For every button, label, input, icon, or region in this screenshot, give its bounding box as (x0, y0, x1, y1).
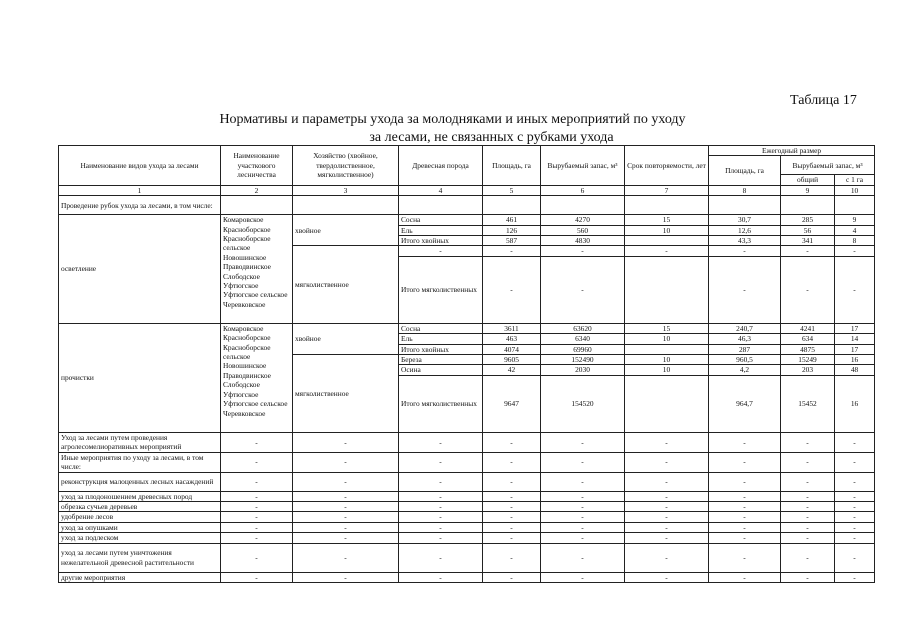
table-row (59, 522, 875, 532)
value-cell: - (709, 472, 781, 491)
value-cell: - (399, 512, 483, 522)
value-cell: - (483, 512, 541, 522)
annual-total-cell: - (781, 246, 835, 256)
header-cell: Срок повторяемости, лет (625, 146, 709, 186)
period-cell: 10 (625, 365, 709, 375)
period-cell: 10 (625, 355, 709, 365)
volume-cell: - (541, 246, 625, 256)
value-cell: - (541, 522, 625, 532)
annual-total-cell: 15249 (781, 355, 835, 365)
period-cell: 10 (625, 225, 709, 235)
measure-name-cell: Уход за лесами путем проведения агролесомелиоративных мероприятий (59, 432, 221, 452)
value-cell: - (483, 472, 541, 491)
value-cell: - (835, 452, 875, 472)
annual-area-cell: 964,7 (709, 375, 781, 432)
value-cell: - (399, 472, 483, 491)
value-cell: - (625, 432, 709, 452)
value-cell: - (541, 543, 625, 572)
annual-per-ha-cell: 4 (835, 225, 875, 235)
header-cell: Вырубаемый запас, м³ (541, 146, 625, 186)
table-row (59, 501, 875, 511)
value-cell: - (781, 472, 835, 491)
species-cell: Итого хвойных (399, 236, 483, 246)
period-cell: - (625, 246, 709, 256)
measure-name-cell: уход за подлеском (59, 533, 221, 543)
species-cell: Ель (399, 225, 483, 235)
column-number: 7 (625, 185, 709, 195)
area-cell: 9647 (483, 375, 541, 432)
annual-total-cell: 4875 (781, 344, 835, 354)
species-cell: Итого мягколиственных (399, 375, 483, 432)
header-cell: Древесная порода (399, 146, 483, 186)
period-cell (625, 375, 709, 432)
volume-cell: 154520 (541, 375, 625, 432)
value-cell: - (835, 543, 875, 572)
value-cell: - (221, 533, 293, 543)
area-cell: 3611 (483, 323, 541, 333)
value-cell: - (541, 572, 625, 582)
value-cell: - (399, 432, 483, 452)
header-cell: Площадь, га (483, 146, 541, 186)
value-cell: - (399, 572, 483, 582)
value-cell: - (625, 512, 709, 522)
column-number: 4 (399, 185, 483, 195)
header-cell: Наименование видов ухода за лесами (59, 146, 221, 186)
value-cell: - (293, 522, 399, 532)
value-cell: - (709, 572, 781, 582)
volume-cell: 6340 (541, 334, 625, 344)
column-number: 5 (483, 185, 541, 195)
value-cell: - (541, 501, 625, 511)
value-cell: - (221, 572, 293, 582)
period-cell: 15 (625, 323, 709, 333)
value-cell: - (293, 572, 399, 582)
value-cell: - (483, 543, 541, 572)
value-cell: - (221, 472, 293, 491)
value-cell: - (293, 543, 399, 572)
annual-area-cell: - (709, 256, 781, 323)
area-cell: 126 (483, 225, 541, 235)
value-cell: - (483, 501, 541, 511)
value-cell: - (221, 522, 293, 532)
forestry-cell: Комаровское Красноборское Красноборское сельское Новошинское Праводвинское Слободское Уфтюгское Уфтюгское сельское Черевковское (221, 323, 293, 432)
value-cell: - (483, 572, 541, 582)
annual-per-ha-cell: - (835, 256, 875, 323)
value-cell: - (221, 491, 293, 501)
species-cell: - (399, 246, 483, 256)
value-cell: - (709, 501, 781, 511)
species-cell: Ель (399, 334, 483, 344)
value-cell: - (483, 533, 541, 543)
management-cell: хвойное (293, 323, 399, 354)
value-cell: - (781, 452, 835, 472)
annual-area-cell: 46,3 (709, 334, 781, 344)
annual-total-cell: 341 (781, 236, 835, 246)
management-cell: мягколиственное (293, 246, 399, 323)
annual-area-cell: - (709, 246, 781, 256)
value-cell: - (221, 432, 293, 452)
measure-name-cell: обрезка сучьев деревьев (59, 501, 221, 511)
value-cell: - (625, 491, 709, 501)
value-cell: - (781, 533, 835, 543)
value-cell: - (709, 533, 781, 543)
annual-per-ha-cell: 17 (835, 344, 875, 354)
value-cell: - (483, 491, 541, 501)
value-cell: - (541, 512, 625, 522)
value-cell: - (293, 501, 399, 511)
value-cell: - (835, 491, 875, 501)
volume-cell: 152490 (541, 355, 625, 365)
value-cell: - (781, 432, 835, 452)
value-cell: - (541, 533, 625, 543)
value-cell: - (221, 501, 293, 511)
measure-name-cell: уход за опушками (59, 522, 221, 532)
column-number: 3 (293, 185, 399, 195)
species-cell: Сосна (399, 323, 483, 333)
annual-total-cell: 634 (781, 334, 835, 344)
volume-cell: 63620 (541, 323, 625, 333)
care-type-cell: осветление (59, 215, 221, 324)
species-cell: Береза (399, 355, 483, 365)
table-row (59, 472, 875, 491)
value-cell: - (709, 522, 781, 532)
volume-cell: 560 (541, 225, 625, 235)
value-cell: - (781, 572, 835, 582)
annual-area-cell: 43,3 (709, 236, 781, 246)
annual-area-cell: 30,7 (709, 215, 781, 225)
value-cell: - (399, 452, 483, 472)
header-cell: с 1 га (835, 175, 875, 185)
value-cell: - (625, 543, 709, 572)
value-cell: - (781, 543, 835, 572)
measure-name-cell: уход за плодоношением древесных пород (59, 491, 221, 501)
volume-cell: 2030 (541, 365, 625, 375)
value-cell: - (625, 522, 709, 532)
value-cell: - (541, 432, 625, 452)
header-cell: Площадь, га (709, 156, 781, 185)
annual-area-cell: 12,6 (709, 225, 781, 235)
annual-per-ha-cell: 9 (835, 215, 875, 225)
value-cell: - (781, 512, 835, 522)
header-cell: Наименование участкового лесничества (221, 146, 293, 186)
table-row (59, 215, 875, 225)
annual-per-ha-cell: 48 (835, 365, 875, 375)
standards-table (58, 145, 875, 583)
period-cell (625, 256, 709, 323)
measure-name-cell: удобрение лесов (59, 512, 221, 522)
volume-cell: 69960 (541, 344, 625, 354)
value-cell: - (835, 533, 875, 543)
forestry-cell: Комаровское Красноборское Красноборское сельское Новошинское Праводвинское Слободское Уфтюгское Уфтюгское сельское Черевковское (221, 215, 293, 324)
table-row (59, 196, 875, 215)
annual-total-cell: 15452 (781, 375, 835, 432)
table-row (59, 543, 875, 572)
area-cell: 461 (483, 215, 541, 225)
value-cell: - (781, 522, 835, 532)
period-cell (625, 344, 709, 354)
column-number: 1 (59, 185, 221, 195)
volume-cell: 4270 (541, 215, 625, 225)
value-cell: - (541, 452, 625, 472)
value-cell: - (221, 452, 293, 472)
species-cell: Сосна (399, 215, 483, 225)
value-cell: - (625, 452, 709, 472)
area-cell: 463 (483, 334, 541, 344)
value-cell: - (709, 512, 781, 522)
column-number: 9 (781, 185, 835, 195)
annual-area-cell: 287 (709, 344, 781, 354)
header-cell: Хозяйство (хвойное, твердолиственное, мягколиственное) (293, 146, 399, 186)
table-row (59, 512, 875, 522)
header-cell: общий (781, 175, 835, 185)
area-cell: 42 (483, 365, 541, 375)
value-cell: - (293, 472, 399, 491)
measure-name-cell: уход за лесами путем уничтожения нежелательной древесной растительности (59, 543, 221, 572)
value-cell: - (293, 432, 399, 452)
measure-name-cell: реконструкция малоценных лесных насаждений (59, 472, 221, 491)
value-cell: - (625, 472, 709, 491)
value-cell: - (781, 501, 835, 511)
value-cell: - (781, 491, 835, 501)
value-cell: - (483, 522, 541, 532)
annual-per-ha-cell: 16 (835, 355, 875, 365)
annual-area-cell: 4,2 (709, 365, 781, 375)
value-cell: - (835, 432, 875, 452)
annual-per-ha-cell: 16 (835, 375, 875, 432)
annual-total-cell: - (781, 256, 835, 323)
value-cell: - (483, 452, 541, 472)
table-row (59, 491, 875, 501)
period-cell: 10 (625, 334, 709, 344)
management-cell: хвойное (293, 215, 399, 246)
value-cell: - (541, 491, 625, 501)
area-cell: 587 (483, 236, 541, 246)
table-row (59, 452, 875, 472)
table-row (59, 432, 875, 452)
value-cell: - (293, 533, 399, 543)
area-cell: - (483, 246, 541, 256)
column-number: 10 (835, 185, 875, 195)
value-cell: - (835, 522, 875, 532)
value-cell: - (709, 543, 781, 572)
intro-cell: Проведение рубок ухода за лесами, в том числе: (59, 196, 221, 215)
volume-cell: 4830 (541, 236, 625, 246)
value-cell: - (399, 543, 483, 572)
column-number: 8 (709, 185, 781, 195)
annual-per-ha-cell: 17 (835, 323, 875, 333)
value-cell: - (221, 543, 293, 572)
table-label: Таблица 17 (790, 93, 857, 108)
measure-name-cell: Иные мероприятия по уходу за лесами, в том числе: (59, 452, 221, 472)
value-cell: - (625, 501, 709, 511)
species-cell: Итого хвойных (399, 344, 483, 354)
header-cell: Ежегодный размер (709, 146, 875, 156)
management-cell: мягколиственное (293, 355, 399, 433)
measure-name-cell: другие мероприятия (59, 572, 221, 582)
species-cell: Итого мягколиственных (399, 256, 483, 323)
value-cell: - (835, 512, 875, 522)
column-number: 6 (541, 185, 625, 195)
annual-area-cell: 240,7 (709, 323, 781, 333)
annual-total-cell: 203 (781, 365, 835, 375)
value-cell: - (709, 452, 781, 472)
value-cell: - (625, 533, 709, 543)
value-cell: - (399, 501, 483, 511)
value-cell: - (483, 432, 541, 452)
value-cell: - (709, 432, 781, 452)
value-cell: - (293, 452, 399, 472)
value-cell: - (399, 533, 483, 543)
column-number: 2 (221, 185, 293, 195)
table-row (59, 572, 875, 582)
care-type-cell: прочистки (59, 323, 221, 432)
page-title-line-2: за лесами, не связанных с рубками ухода (369, 130, 614, 145)
table-row (59, 533, 875, 543)
annual-area-cell: 960,5 (709, 355, 781, 365)
area-cell: 4074 (483, 344, 541, 354)
value-cell: - (541, 472, 625, 491)
annual-per-ha-cell: 14 (835, 334, 875, 344)
value-cell: - (221, 512, 293, 522)
header-cell: Вырубаемый запас, м³ (781, 156, 875, 175)
other-measures-section (59, 432, 875, 582)
value-cell: - (399, 491, 483, 501)
annual-per-ha-cell: - (835, 246, 875, 256)
period-cell (625, 236, 709, 246)
period-cell: 15 (625, 215, 709, 225)
value-cell: - (709, 491, 781, 501)
value-cell: - (835, 472, 875, 491)
value-cell: - (625, 572, 709, 582)
value-cell: - (835, 501, 875, 511)
area-cell: - (483, 256, 541, 323)
value-cell: - (293, 491, 399, 501)
area-cell: 9605 (483, 355, 541, 365)
column-number-row (59, 185, 875, 195)
value-cell: - (399, 522, 483, 532)
table-row (59, 323, 875, 333)
annual-total-cell: 285 (781, 215, 835, 225)
value-cell: - (293, 512, 399, 522)
species-cell: Осина (399, 365, 483, 375)
annual-per-ha-cell: 8 (835, 236, 875, 246)
annual-total-cell: 56 (781, 225, 835, 235)
annual-total-cell: 4241 (781, 323, 835, 333)
value-cell: - (835, 572, 875, 582)
volume-cell: - (541, 256, 625, 323)
page-title-line-1: Нормативы и параметры ухода за молодняками и иных мероприятий по уходу (219, 112, 686, 127)
